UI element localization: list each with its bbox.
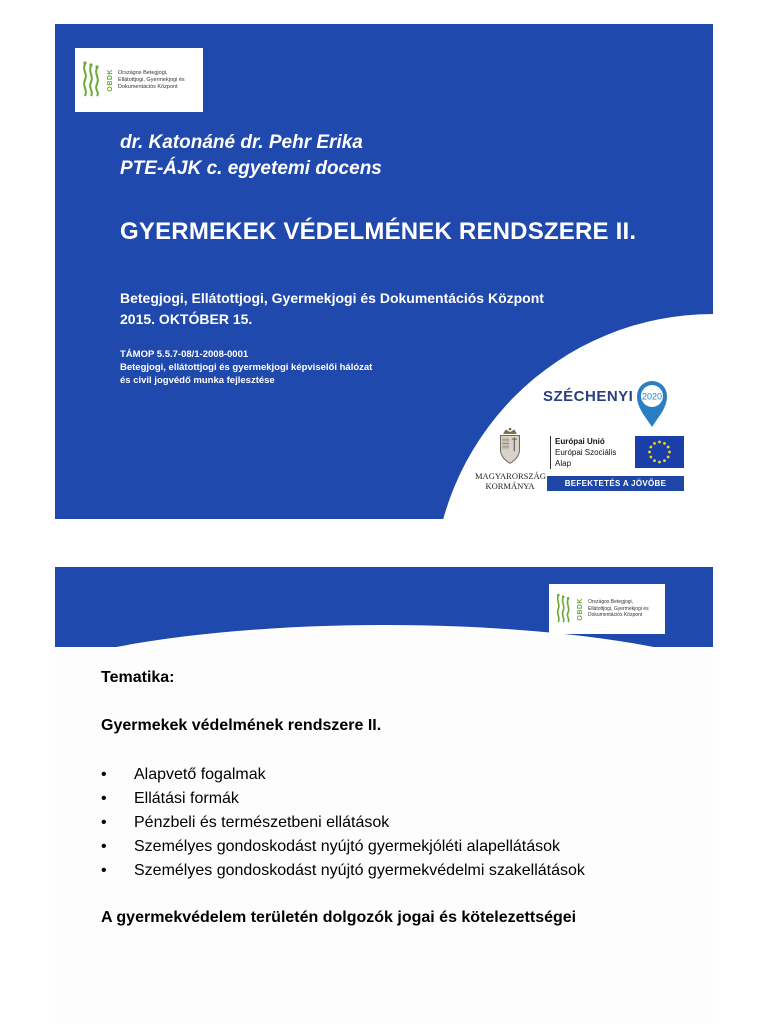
obdk-figures-icon xyxy=(81,60,103,100)
eu-star-icon xyxy=(649,446,652,449)
list-item xyxy=(101,811,585,835)
list-item-text: Pénzbeli és természetbeni ellátások xyxy=(134,814,390,831)
government-label-1: MAGYARORSZÁG xyxy=(475,471,546,481)
author-name: dr. Katonáné dr. Pehr Erika xyxy=(120,132,363,153)
presentation-date: 2015. OKTÓBER 15. xyxy=(120,311,253,327)
title-slide xyxy=(55,24,713,519)
project-code: TÁMOP 5.5.7-08/1-2008-0001 xyxy=(120,349,249,360)
bullet: • xyxy=(101,766,107,783)
eu-star-icon xyxy=(668,451,671,454)
agenda-heading: Tematika: xyxy=(101,669,175,686)
eu-star-icon xyxy=(658,461,661,464)
organization-name: Betegjogi, Ellátottjogi, Gyermekjogi és Dokumentációs Központ xyxy=(120,290,544,306)
list-item xyxy=(101,859,585,883)
hungarian-government-logo xyxy=(475,426,545,491)
coat-of-arms-icon xyxy=(497,426,523,466)
logo-line: Dokumentációs Központ xyxy=(588,612,643,619)
logo-line: Ellátottjogi, Gyermekjogi és xyxy=(588,605,649,612)
eu-star-icon xyxy=(653,459,656,462)
agenda-subtitle: Gyermekek védelmének rendszere II. xyxy=(101,717,382,734)
obdk-logo xyxy=(75,48,203,112)
author-title: PTE-ÁJK c. egyetemi docens xyxy=(120,158,382,179)
eu-flag-icon xyxy=(635,436,684,468)
logo-line: Dokumentációs Központ xyxy=(118,83,178,90)
logo-line: Országos Betegjogi, xyxy=(118,69,168,76)
list-item-text: Alapvető fogalmak xyxy=(134,766,266,783)
list-item-text: Személyes gondoskodást nyújtó gyermekjóléti alapellátások xyxy=(134,838,561,855)
map-pin-icon xyxy=(635,378,669,428)
government-label-2: KORMÁNYA xyxy=(485,481,535,491)
author-block xyxy=(120,130,382,182)
logo-abbreviation: OBDK xyxy=(107,68,114,92)
eu-line-2: Európai Szociális xyxy=(555,448,617,457)
eu-star-icon xyxy=(667,446,670,449)
list-item xyxy=(101,835,585,859)
eu-star-icon xyxy=(648,451,651,454)
eu-text xyxy=(550,436,635,469)
eu-star-icon xyxy=(658,441,661,444)
eu-star-icon xyxy=(649,456,652,459)
bullet: • xyxy=(101,790,107,807)
list-item xyxy=(101,763,585,787)
agenda-slide xyxy=(55,567,713,1024)
obdk-logo xyxy=(549,584,665,634)
eu-star-icon xyxy=(653,442,656,445)
project-description-2: és civil jogvédő munka fejlesztése xyxy=(120,375,275,386)
eu-slogan-bar: BEFEKTETÉS A JÖVŐBE xyxy=(547,476,684,491)
project-description-1: Betegjogi, ellátottjogi és gyermekjogi képviselői hálózat xyxy=(120,362,373,373)
bullet: • xyxy=(101,814,107,831)
organization-block xyxy=(120,288,544,330)
eu-star-icon xyxy=(663,442,666,445)
logo-line: Ellátottjogi, Gyermekjogi és xyxy=(118,76,185,83)
logo-abbreviation: OBDK xyxy=(577,597,584,621)
szechenyi-2020-logo xyxy=(543,364,669,428)
eu-line-1: Európai Unió xyxy=(555,437,605,446)
bullet: • xyxy=(101,862,107,879)
szechenyi-wordmark: SZÉCHENYI xyxy=(543,387,634,405)
presentation-title: GYERMEKEK VÉDELMÉNEK RENDSZERE II. xyxy=(120,218,637,245)
bullet: • xyxy=(101,838,107,855)
eu-star-icon xyxy=(663,459,666,462)
obdk-figures-icon xyxy=(555,592,573,626)
logo-text xyxy=(588,599,649,619)
eu-star-icon xyxy=(667,456,670,459)
list-item-text: Személyes gondoskodást nyújtó gyermekvédelmi szakellátások xyxy=(134,862,585,879)
agenda-list xyxy=(101,763,585,883)
agenda-footer-heading: A gyermekvédelem területén dolgozók jogai és kötelezettségei xyxy=(101,909,577,926)
list-item-text: Ellátási formák xyxy=(134,790,239,807)
eu-line-3: Alap xyxy=(555,459,572,468)
szechenyi-year: 2020 xyxy=(642,391,663,402)
project-block xyxy=(120,348,372,387)
list-item xyxy=(101,787,585,811)
logo-text xyxy=(118,70,185,91)
logo-line: Országos Betegjogi, xyxy=(588,599,634,606)
